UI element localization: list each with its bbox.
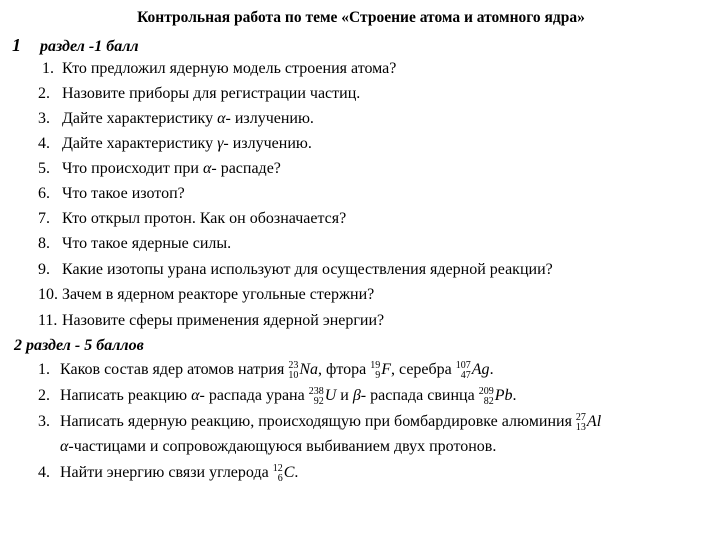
section-2-heading: 2 раздел - 5 баллов <box>14 337 144 354</box>
aluminium-isotope: 27 13 Al <box>575 412 602 433</box>
carbon-isotope: 12 6 C <box>272 463 295 484</box>
question-1-1: 1. Кто предложил ядерную модель строения атома? <box>42 60 397 77</box>
question-1-2: 2. Назовите приборы для регистрации частиц. <box>38 85 361 102</box>
question-1-11: 11. Назовите сферы применения ядерной энергии? <box>38 312 385 329</box>
question-1-8: 8. Что такое ядерные силы. <box>38 235 232 252</box>
question-2-3: 3. Написать ядерную реакцию, происходящую при бомбардировке алюминия 27 13 Al <box>38 412 602 433</box>
beta-symbol: β <box>352 387 361 404</box>
uranium-isotope: 238 92 U <box>308 386 337 407</box>
section-1-number: 1 <box>12 35 21 55</box>
question-1-7: 7. Кто открыл протон. Как он обозначается? <box>38 210 347 227</box>
question-2-2: 2. Написать реакцию α- распада урана 238 92 U и β- распада свинца 209 82 Pb. <box>38 386 517 407</box>
alpha-symbol: α <box>191 387 200 404</box>
question-1-5: 5. Что происходит при α- распаде? <box>38 160 281 177</box>
silver-isotope: 107 47 Ag <box>455 360 490 381</box>
question-1-6: 6. Что такое изотоп? <box>38 185 185 202</box>
fluorine-isotope: 19 9 F <box>370 360 392 381</box>
question-1-4: 4. Дайте характеристику γ- излучению. <box>38 135 312 152</box>
alpha-symbol: α <box>202 160 212 177</box>
question-2-4: 4. Найти энергию связи углерода 12 6 C. <box>38 463 299 484</box>
question-1-10: 10. Зачем в ядерном реакторе угольные стержни? <box>38 286 375 303</box>
question-2-1: 1. Каков состав ядер атомов натрия 23 10 Na, фтора 19 9 F, серебра 107 47 Ag. <box>38 360 494 381</box>
alpha-symbol: α <box>60 438 69 455</box>
question-2-3-continued: α-частицами и сопровождающуюся выбиванием двух протонов. <box>60 438 497 455</box>
alpha-symbol: α <box>217 110 226 127</box>
question-1-3: 3. Дайте характеристику α- излучению. <box>38 110 314 127</box>
gamma-symbol: γ <box>217 135 224 152</box>
section-1-label: раздел -1 балл <box>40 38 139 55</box>
sodium-isotope: 23 10 Na <box>288 360 318 381</box>
page-title: Контрольная работа по теме «Строение атома и атомного ядра» <box>137 9 585 26</box>
section-1-heading <box>12 35 139 56</box>
question-1-9: 9. Какие изотопы урана используют для осуществления ядерной реакции? <box>38 261 553 278</box>
lead-isotope: 209 82 Pb <box>478 386 513 407</box>
